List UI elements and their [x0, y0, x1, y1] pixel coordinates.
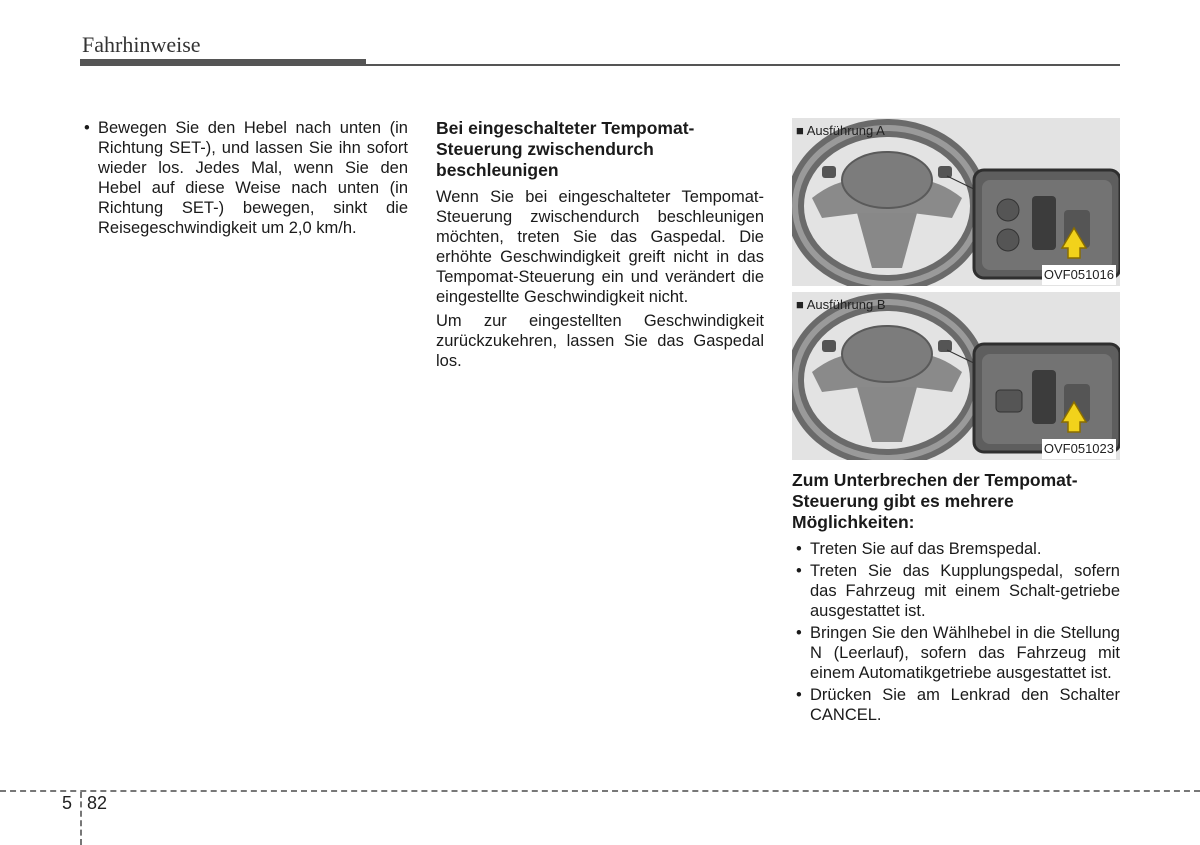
- steering-wheel-icon: [792, 118, 1120, 286]
- right-column: [792, 118, 1120, 727]
- interrupt-bullet-4: • Drücken Sie am Lenkrad den Schalter CANCEL.: [792, 685, 1120, 725]
- figure-version-a: [792, 118, 1120, 286]
- header-rule-thick: [80, 59, 366, 66]
- steering-wheel-icon: [792, 292, 1120, 460]
- footer-rule: [0, 790, 1200, 792]
- figure-b-label: ■ Ausführung B: [796, 297, 886, 312]
- accelerate-paragraph-1: Wenn Sie bei eingeschalteter Tempomat-Steuerung zwischendurch beschleunigen möchten, treten Sie das Gaspedal. Die erhöhte Geschwindigkeit greift nicht in das Tempomat-Steuerung ein und verändert die eingestellte Geschwindigkeit nicht.: [436, 188, 764, 306]
- interrupt-bullet-3: • Bringen Sie den Wählhebel in die Stellung N (Leerlauf), sofern das Fahrzeug mit einem Automatikgetriebe ausgestattet ist.: [792, 623, 1120, 683]
- left-bullet-item: • Bewegen Sie den Hebel nach unten (in Richtung SET-), und lassen Sie ihn sofort wieder los. Jedes Mal, wenn Sie den Hebel auf diese Weise nach unten (in Richtung SET-) bewegen, sinkt die Reisegeschwindigkeit um 2,0 km/h.: [80, 118, 408, 238]
- middle-column: [436, 118, 764, 375]
- figure-b-code: OVF051023: [1042, 439, 1116, 459]
- section-title: Fahrhinweise: [82, 32, 201, 57]
- chapter-number: 5: [62, 793, 73, 813]
- interrupt-bullet-2: • Treten Sie das Kupplungspedal, sofern das Fahrzeug mit einem Schalt-getriebe ausgestattet ist.: [792, 561, 1120, 621]
- accelerate-heading: Bei eingeschalteter Tempomat-Steuerung zwischendurch beschleunigen: [436, 118, 695, 180]
- accelerate-paragraph-2: Um zur eingestellten Geschwindigkeit zurückzukehren, lassen Sie das Gaspedal los.: [436, 312, 764, 370]
- interrupt-bullet-1: • Treten Sie auf das Bremspedal.: [792, 539, 1120, 559]
- footer-divider: [80, 792, 82, 845]
- header-rule-thin: [366, 64, 1120, 66]
- left-column: [80, 118, 408, 240]
- page-number: 82: [87, 793, 108, 813]
- interrupt-heading: Zum Unterbrechen der Tempomat-Steuerung gibt es mehrere Möglichkeiten:: [792, 470, 1078, 532]
- figure-a-code: OVF051016: [1042, 265, 1116, 285]
- figure-version-b: [792, 292, 1120, 460]
- figure-a-label: ■ Ausführung A: [796, 123, 885, 138]
